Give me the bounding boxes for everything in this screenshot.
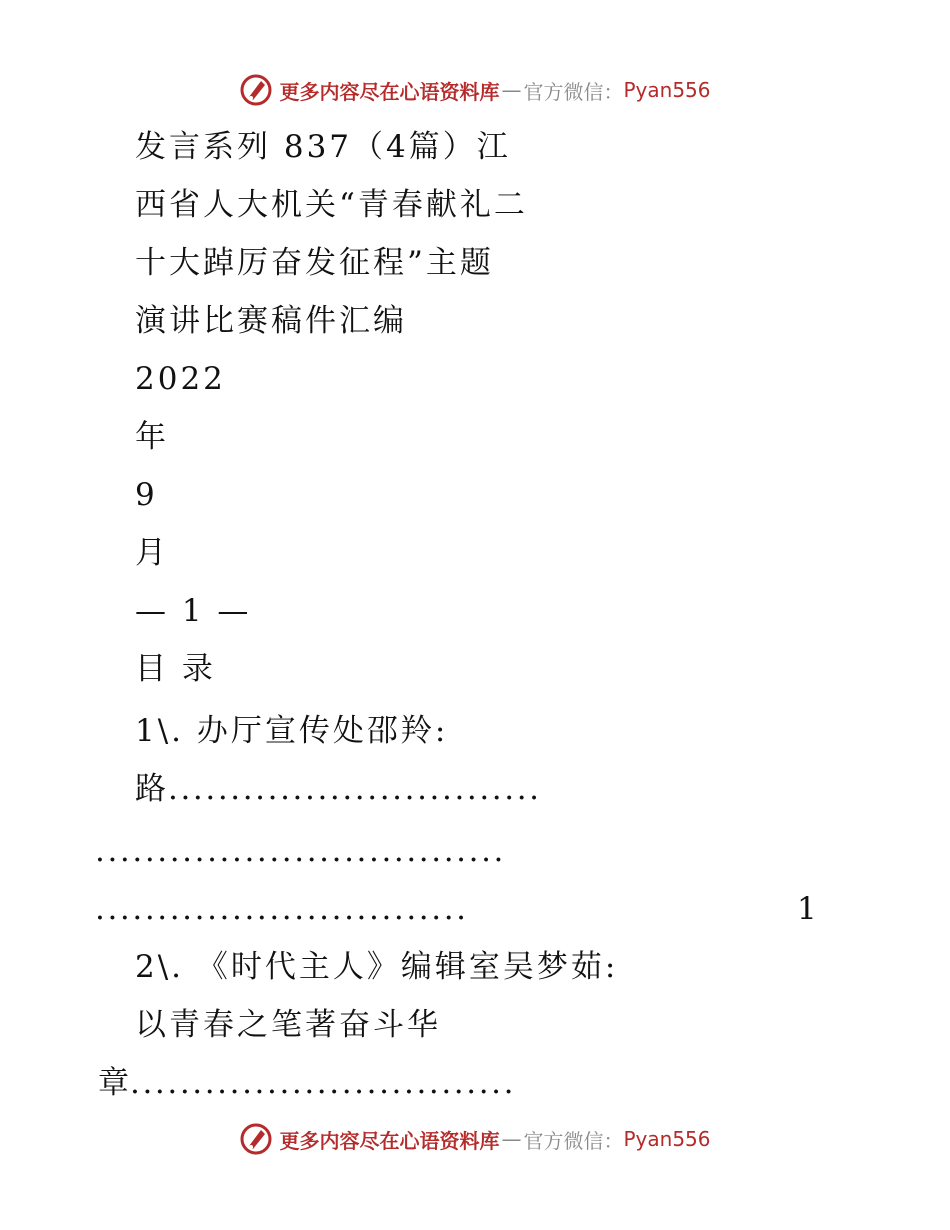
toc-item-1-page: 1	[797, 891, 820, 927]
toc-item-2-dots-1: ...............................	[130, 1065, 517, 1101]
title-line-3: 十大踔厉奋发征程”主题	[135, 245, 494, 281]
banner-dash: —	[501, 78, 522, 102]
title-line-1: 发言系列 837（4篇）江	[135, 129, 511, 165]
date-year: 2022	[135, 361, 226, 397]
toc-item-2-title-line-1: 以青春之笔著奋斗华	[135, 1007, 441, 1043]
page-number: — 1 —	[135, 593, 252, 629]
toc-item-1-label: 1\. 办厅宣传处邵羚:	[135, 713, 449, 749]
banner-site-name: 更多内容尽在心语资料库	[279, 79, 500, 104]
title-line-4: 演讲比赛稿件汇编	[135, 303, 407, 339]
banner-site-name: 更多内容尽在心语资料库	[279, 1128, 500, 1153]
banner-wechat-label: 官方微信：	[523, 79, 624, 104]
date-month: 9	[135, 477, 158, 513]
toc-heading: 目 录	[135, 651, 216, 687]
banner-dash: —	[501, 1127, 522, 1151]
header-banner	[0, 70, 950, 110]
banner-wechat-id: Pyan556	[623, 78, 711, 102]
title-line-2: 西省人大机关“青春献礼二	[135, 187, 528, 223]
toc-item-2-title-char: 章	[98, 1065, 132, 1101]
toc-item-1-dots-1: ..............................	[168, 771, 542, 807]
toc-item-1-title-char: 路	[135, 771, 169, 807]
pen-logo-icon	[239, 73, 273, 107]
pen-logo-icon	[239, 1122, 273, 1156]
toc-item-1-dots-2: .................................	[95, 833, 506, 869]
date-month-unit: 月	[135, 535, 169, 571]
toc-item-1-dots-3: ..............................	[95, 891, 469, 927]
toc-item-2-label: 2\. 《时代主人》编辑室吴梦茹:	[135, 949, 619, 985]
footer-banner	[0, 1119, 950, 1159]
date-year-unit: 年	[135, 419, 169, 455]
banner-wechat-id: Pyan556	[623, 1127, 711, 1151]
banner-wechat-label: 官方微信：	[523, 1128, 624, 1153]
